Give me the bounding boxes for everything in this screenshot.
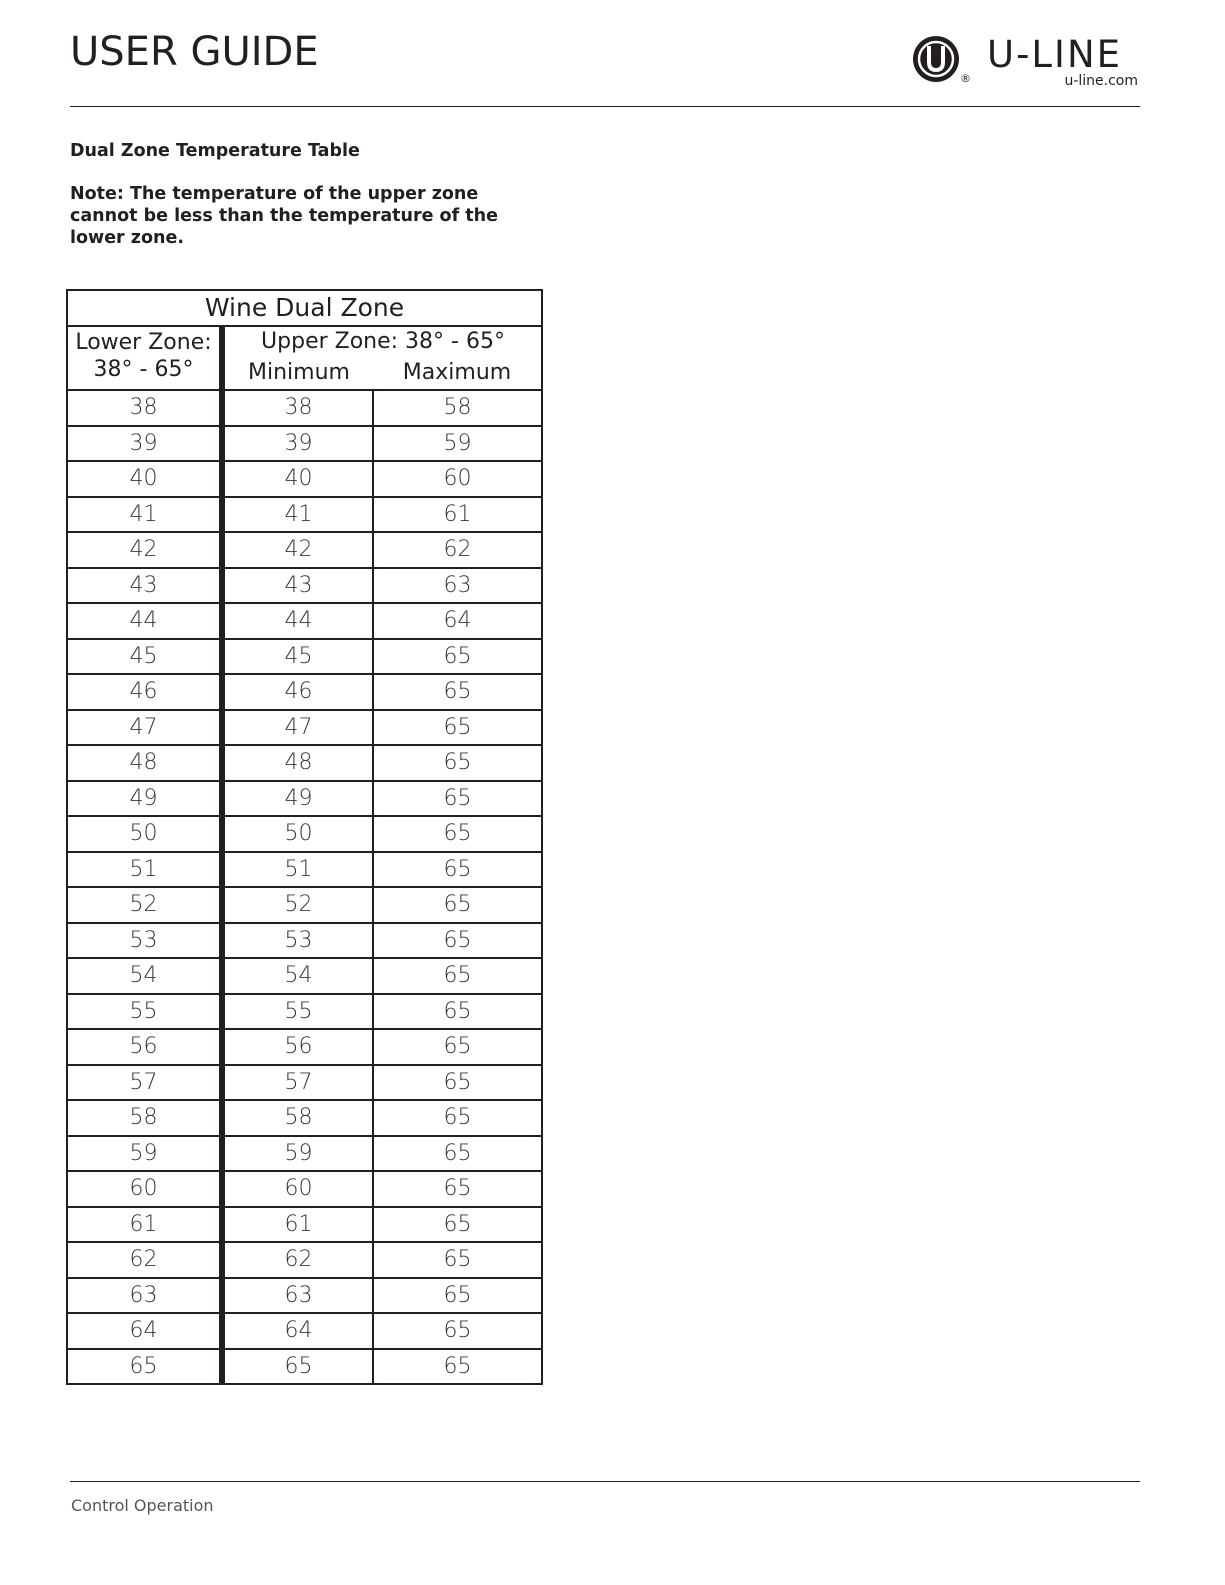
table-row [67,816,542,852]
lower-zone-cell: 60 [67,1171,222,1207]
upper-min-cell: 64 [222,1313,373,1349]
lower-zone-cell: 65 [67,1349,222,1385]
upper-max-cell: 65 [373,674,542,710]
footer-section-name: Control Operation [71,1496,214,1515]
table-row [67,1136,542,1172]
table-row [67,994,542,1030]
upper-min-cell: 49 [222,781,373,817]
upper-max-cell: 65 [373,1065,542,1101]
upper-min-cell: 41 [222,497,373,533]
table-row [67,390,542,426]
upper-min-cell: 52 [222,887,373,923]
lower-zone-cell: 41 [67,497,222,533]
upper-min-cell: 38 [222,390,373,426]
brand-url: u-line.com [1064,73,1138,89]
page-title: USER GUIDE [70,29,319,75]
lower-zone-cell: 50 [67,816,222,852]
upper-min-cell: 58 [222,1100,373,1136]
table-row [67,426,542,462]
upper-max-cell: 65 [373,781,542,817]
upper-max-cell: 65 [373,994,542,1030]
upper-max-cell: 65 [373,1207,542,1243]
upper-max-cell: 64 [373,603,542,639]
lower-zone-header [67,326,222,390]
table-row [67,887,542,923]
lower-zone-cell: 56 [67,1029,222,1065]
upper-min-cell: 51 [222,852,373,888]
upper-max-cell: 65 [373,1349,542,1385]
maximum-column-header: Maximum [373,357,542,390]
upper-max-cell: 65 [373,1278,542,1314]
upper-max-cell: 65 [373,710,542,746]
upper-max-cell: 65 [373,1242,542,1278]
table-row [67,852,542,888]
table-body [67,390,542,1384]
table-row [67,958,542,994]
lower-zone-range: 38° - 65° [93,357,194,382]
upper-max-cell: 65 [373,1029,542,1065]
lower-zone-cell: 62 [67,1242,222,1278]
upper-max-cell: 65 [373,958,542,994]
upper-min-cell: 43 [222,568,373,604]
lower-zone-cell: 47 [67,710,222,746]
table-row [67,710,542,746]
upper-min-cell: 62 [222,1242,373,1278]
upper-zone-header: Upper Zone: 38° - 65° [222,326,542,357]
upper-max-cell: 65 [373,852,542,888]
upper-max-cell: 58 [373,390,542,426]
table-row [67,1029,542,1065]
lower-zone-cell: 43 [67,568,222,604]
upper-min-cell: 57 [222,1065,373,1101]
upper-max-cell: 65 [373,745,542,781]
upper-max-cell: 65 [373,1136,542,1172]
brand-logo [912,33,1152,93]
lower-zone-cell: 61 [67,1207,222,1243]
lower-zone-cell: 55 [67,994,222,1030]
lower-zone-cell: 59 [67,1136,222,1172]
table-row [67,1242,542,1278]
upper-min-cell: 60 [222,1171,373,1207]
section-heading: Dual Zone Temperature Table [70,141,360,161]
table-row [67,639,542,675]
u-line-logo-icon [912,35,960,83]
table-row [67,1100,542,1136]
upper-max-cell: 65 [373,639,542,675]
upper-max-cell: 65 [373,1100,542,1136]
table-row [67,1207,542,1243]
upper-min-cell: 53 [222,923,373,959]
lower-zone-cell: 49 [67,781,222,817]
lower-zone-cell: 58 [67,1100,222,1136]
table-row [67,497,542,533]
footer-divider [70,1481,1140,1482]
upper-min-cell: 54 [222,958,373,994]
table-row [67,603,542,639]
table-row [67,532,542,568]
upper-max-cell: 65 [373,816,542,852]
upper-min-cell: 46 [222,674,373,710]
upper-max-cell: 65 [373,923,542,959]
table-row [67,1349,542,1385]
table-row [67,923,542,959]
upper-min-cell: 47 [222,710,373,746]
upper-min-cell: 50 [222,816,373,852]
lower-zone-cell: 44 [67,603,222,639]
lower-zone-label: Lower Zone: [75,330,212,355]
upper-min-cell: 40 [222,461,373,497]
table-row [67,1278,542,1314]
lower-zone-cell: 42 [67,532,222,568]
lower-zone-cell: 39 [67,426,222,462]
upper-max-cell: 62 [373,532,542,568]
upper-min-cell: 44 [222,603,373,639]
table-title: Wine Dual Zone [67,290,542,326]
upper-max-cell: 60 [373,461,542,497]
table-row [67,781,542,817]
table-row [67,1313,542,1349]
lower-zone-cell: 64 [67,1313,222,1349]
header-divider [70,106,1140,107]
table-row [67,461,542,497]
table-row [67,745,542,781]
upper-min-cell: 39 [222,426,373,462]
lower-zone-cell: 63 [67,1278,222,1314]
upper-min-cell: 65 [222,1349,373,1385]
lower-zone-cell: 54 [67,958,222,994]
upper-min-cell: 56 [222,1029,373,1065]
upper-min-cell: 61 [222,1207,373,1243]
upper-min-cell: 42 [222,532,373,568]
lower-zone-cell: 57 [67,1065,222,1101]
minimum-column-header: Minimum [222,357,373,390]
upper-max-cell: 65 [373,1171,542,1207]
lower-zone-cell: 40 [67,461,222,497]
upper-min-cell: 63 [222,1278,373,1314]
upper-min-cell: 48 [222,745,373,781]
lower-zone-cell: 46 [67,674,222,710]
upper-max-cell: 59 [373,426,542,462]
upper-min-cell: 45 [222,639,373,675]
upper-min-cell: 59 [222,1136,373,1172]
registered-mark: ® [960,72,971,85]
upper-max-cell: 63 [373,568,542,604]
table-row [67,568,542,604]
lower-zone-cell: 38 [67,390,222,426]
table-row [67,1171,542,1207]
lower-zone-cell: 51 [67,852,222,888]
brand-wordmark: U-LINE [987,33,1123,76]
upper-min-cell: 55 [222,994,373,1030]
lower-zone-cell: 52 [67,887,222,923]
lower-zone-cell: 45 [67,639,222,675]
lower-zone-cell: 53 [67,923,222,959]
lower-zone-cell: 48 [67,745,222,781]
temperature-note: Note: The temperature of the upper zone cannot be less than the temperature of the lower zone. [70,184,498,248]
upper-max-cell: 61 [373,497,542,533]
dual-zone-temperature-table [66,289,543,1385]
table-row [67,1065,542,1101]
table-row [67,674,542,710]
upper-max-cell: 65 [373,887,542,923]
upper-max-cell: 65 [373,1313,542,1349]
